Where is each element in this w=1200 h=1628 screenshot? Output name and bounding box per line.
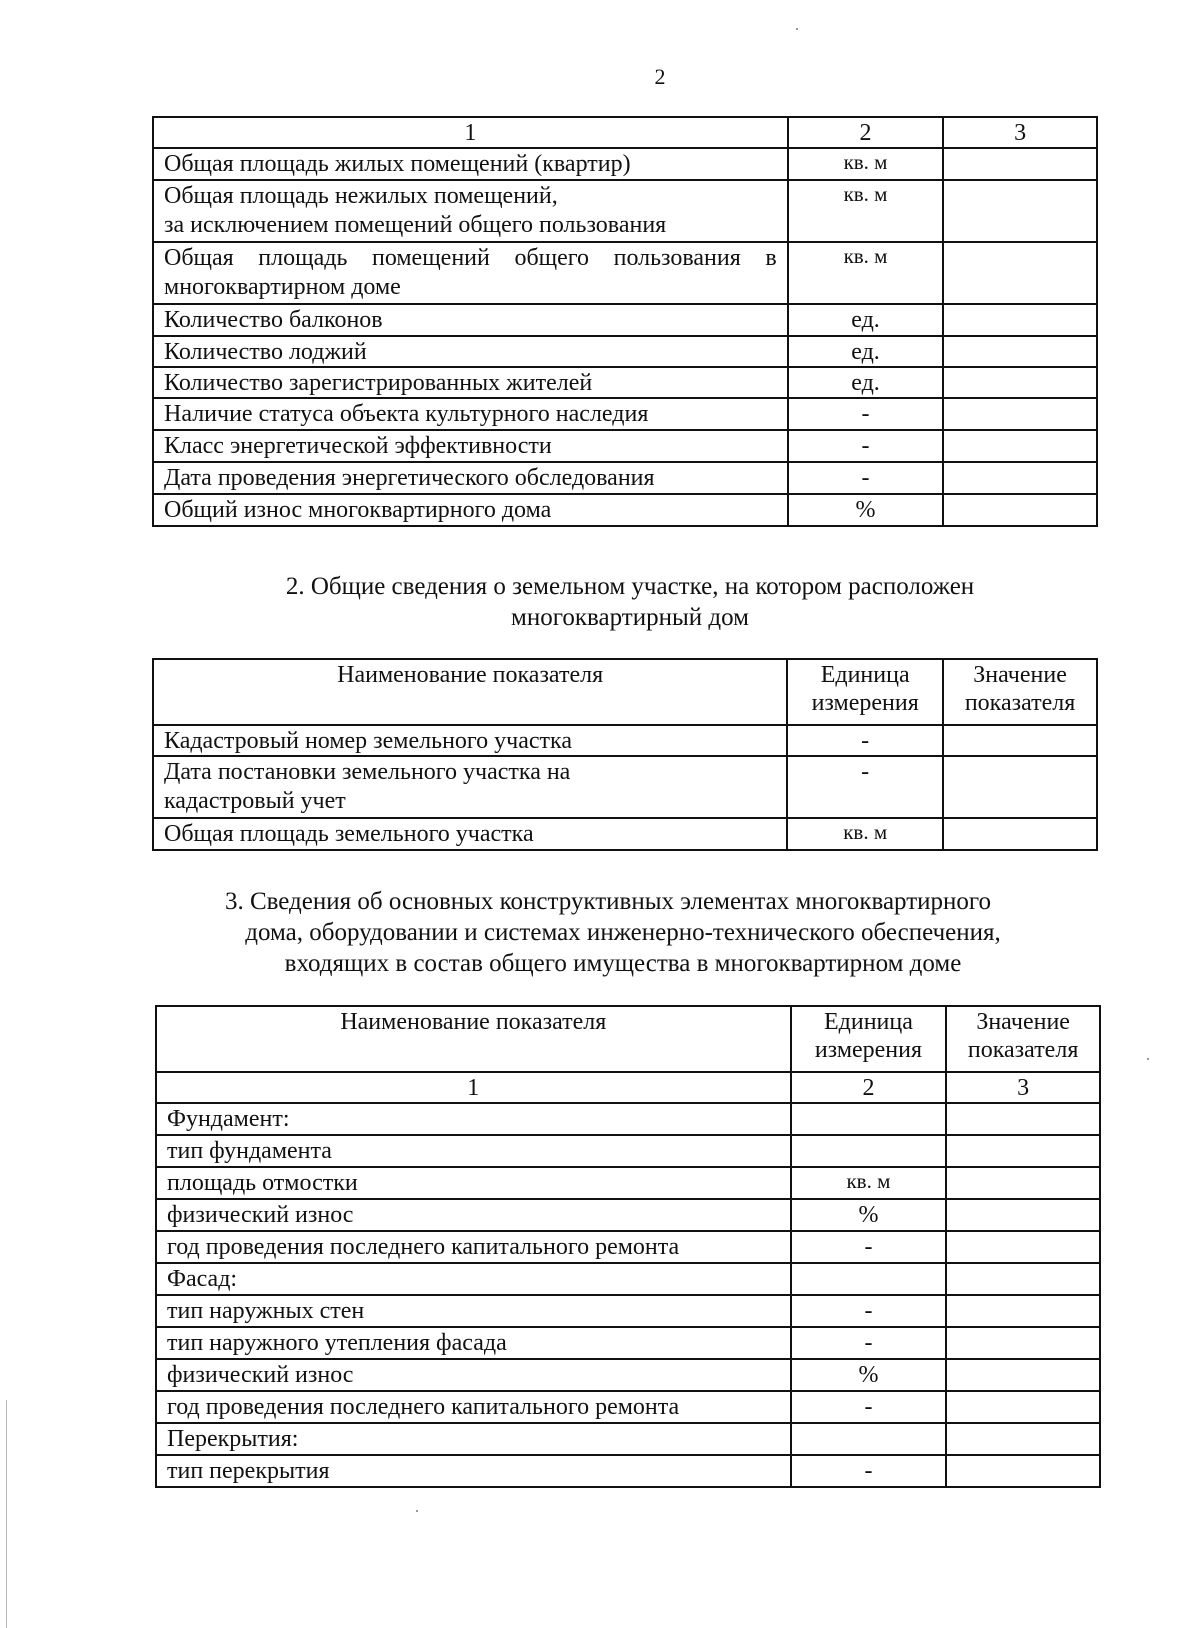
indicator-name: тип наружных стен [156,1295,791,1327]
unit-cell: ед. [788,304,944,335]
section-2-title [30,571,1200,633]
value-cell [946,1199,1100,1231]
value-cell [943,756,1097,818]
section-3-title-line: дома, оборудовании и системах инженерно-технического обеспечения, [245,919,1001,946]
value-cell [946,1263,1100,1295]
indicator-name: год проведения последнего капитального ремонта [156,1231,791,1263]
table-row [156,1423,1100,1455]
column-header-unit: Единица измерения [791,1006,947,1072]
value-cell [946,1167,1100,1199]
unit-cell: кв. м [787,818,943,850]
column-number: 3 [943,117,1097,148]
value-cell [943,725,1097,756]
value-cell [946,1423,1100,1455]
table-row [156,1103,1100,1135]
column-header-value: Значение показателя [946,1006,1100,1072]
value-cell [943,367,1097,398]
value-cell [943,494,1097,526]
indicator-name [153,180,788,242]
table-header-row [153,659,1097,725]
unit-cell: % [788,494,944,526]
column-number: 1 [156,1072,791,1103]
table-row [153,818,1097,850]
table-row [153,725,1097,756]
unit-cell: - [791,1327,947,1359]
indicator-name: Фасад: [156,1263,791,1295]
section-3-title [8,886,1200,979]
unit-cell: % [791,1199,947,1231]
unit-cell: ед. [788,336,944,367]
column-number: 2 [788,117,944,148]
value-cell [946,1327,1100,1359]
table-building-areas [152,116,1098,527]
indicator-name: Общая площадь помещений общего пользования в многоквартирном доме [153,242,788,304]
table-row [153,756,1097,818]
value-cell [946,1391,1100,1423]
section-2-title-line: 2. Общие сведения о земельном участке, на котором расположен [285,573,975,600]
table-structural-elements [155,1005,1101,1488]
column-header-unit: Единица измерения [787,659,943,725]
table-row [156,1455,1100,1487]
table-row [153,462,1097,494]
value-cell [946,1103,1100,1135]
unit-cell [791,1103,947,1135]
table-header-row [156,1006,1100,1072]
table-row [153,367,1097,398]
scan-speck [796,28,798,30]
indicator-name: Общая площадь жилых помещений (квартир) [153,148,788,180]
indicator-name: тип наружного утепления фасада [156,1327,791,1359]
unit-cell: - [791,1455,947,1487]
indicator-name: Общая площадь земельного участка [153,818,787,850]
unit-cell: - [787,756,943,818]
indicator-name-line: за исключением помещений общего пользования [164,211,667,238]
value-cell [946,1135,1100,1167]
table-header-row [153,117,1097,148]
indicator-name: Количество балконов [153,304,788,335]
value-cell [943,242,1097,304]
indicator-name: Фундамент: [156,1103,791,1135]
value-cell [946,1231,1100,1263]
indicator-name: физический износ [156,1359,791,1391]
indicator-name: год проведения последнего капитального ремонта [156,1391,791,1423]
table-row [153,242,1097,304]
column-header-value: Значение показателя [943,659,1097,725]
unit-cell: - [787,725,943,756]
unit-cell: - [788,398,944,430]
scan-margin-line [6,1400,7,1628]
indicator-name-line: Общая площадь нежилых помещений, [164,183,558,210]
indicator-name: Дата проведения энергетического обследования [153,462,788,494]
unit-cell [791,1423,947,1455]
unit-cell: кв. м [788,180,944,242]
value-cell [943,148,1097,180]
table-row [153,336,1097,367]
value-cell [943,462,1097,494]
page-number: 2 [654,64,666,89]
indicator-name: площадь отмостки [156,1167,791,1199]
table-row [156,1391,1100,1423]
unit-cell: кв. м [788,148,944,180]
indicator-name: Общий износ многоквартирного дома [153,494,788,526]
unit-cell: - [791,1391,947,1423]
unit-cell [791,1135,947,1167]
unit-cell: ед. [788,367,944,398]
value-cell [943,180,1097,242]
unit-cell: - [791,1295,947,1327]
table-row [153,430,1097,462]
scan-speck [416,1510,418,1512]
section-3-title-line: входящих в состав общего имущества в многоквартирном доме [284,950,962,977]
value-cell [946,1455,1100,1487]
column-number: 1 [153,117,788,148]
table-row [153,494,1097,526]
unit-cell: кв. м [791,1167,947,1199]
column-number: 3 [946,1072,1100,1103]
column-header-name: Наименование показателя [153,659,787,725]
indicator-name: Кадастровый номер земельного участка [153,725,787,756]
scan-speck [1147,1058,1149,1060]
table-row [153,180,1097,242]
value-cell [946,1359,1100,1391]
indicator-name: тип перекрытия [156,1455,791,1487]
indicator-name: тип фундамента [156,1135,791,1167]
indicator-name: Перекрытия: [156,1423,791,1455]
indicator-name: физический износ [156,1199,791,1231]
unit-cell: % [791,1359,947,1391]
table-row [153,148,1097,180]
table-row [153,304,1097,335]
section-3-title-line: 3. Сведения об основных конструктивных элементах многоквартирного [224,888,992,915]
value-cell [946,1295,1100,1327]
table-number-row [156,1072,1100,1103]
table-row [156,1199,1100,1231]
unit-cell: кв. м [788,242,944,304]
unit-cell: - [791,1231,947,1263]
unit-cell: - [788,462,944,494]
unit-cell [791,1263,947,1295]
value-cell [943,430,1097,462]
table-row [156,1263,1100,1295]
value-cell [943,304,1097,335]
table-land-plot [152,658,1098,851]
section-2-title-line: многоквартирный дом [511,604,749,631]
table-row [153,398,1097,430]
unit-cell: - [788,430,944,462]
indicator-name: Количество лоджий [153,336,788,367]
table-row [156,1135,1100,1167]
value-cell [943,818,1097,850]
table-row [156,1167,1100,1199]
indicator-name: Дата постановки земельного участка на кадастровый учет [153,756,787,818]
column-header-name: Наименование показателя [156,1006,791,1072]
value-cell [943,336,1097,367]
table-row [156,1327,1100,1359]
table-row [156,1295,1100,1327]
table-row [156,1359,1100,1391]
table-row [156,1231,1100,1263]
value-cell [943,398,1097,430]
column-number: 2 [791,1072,947,1103]
indicator-name: Количество зарегистрированных жителей [153,367,788,398]
indicator-name: Класс энергетической эффективности [153,430,788,462]
indicator-name: Наличие статуса объекта культурного наследия [153,398,788,430]
